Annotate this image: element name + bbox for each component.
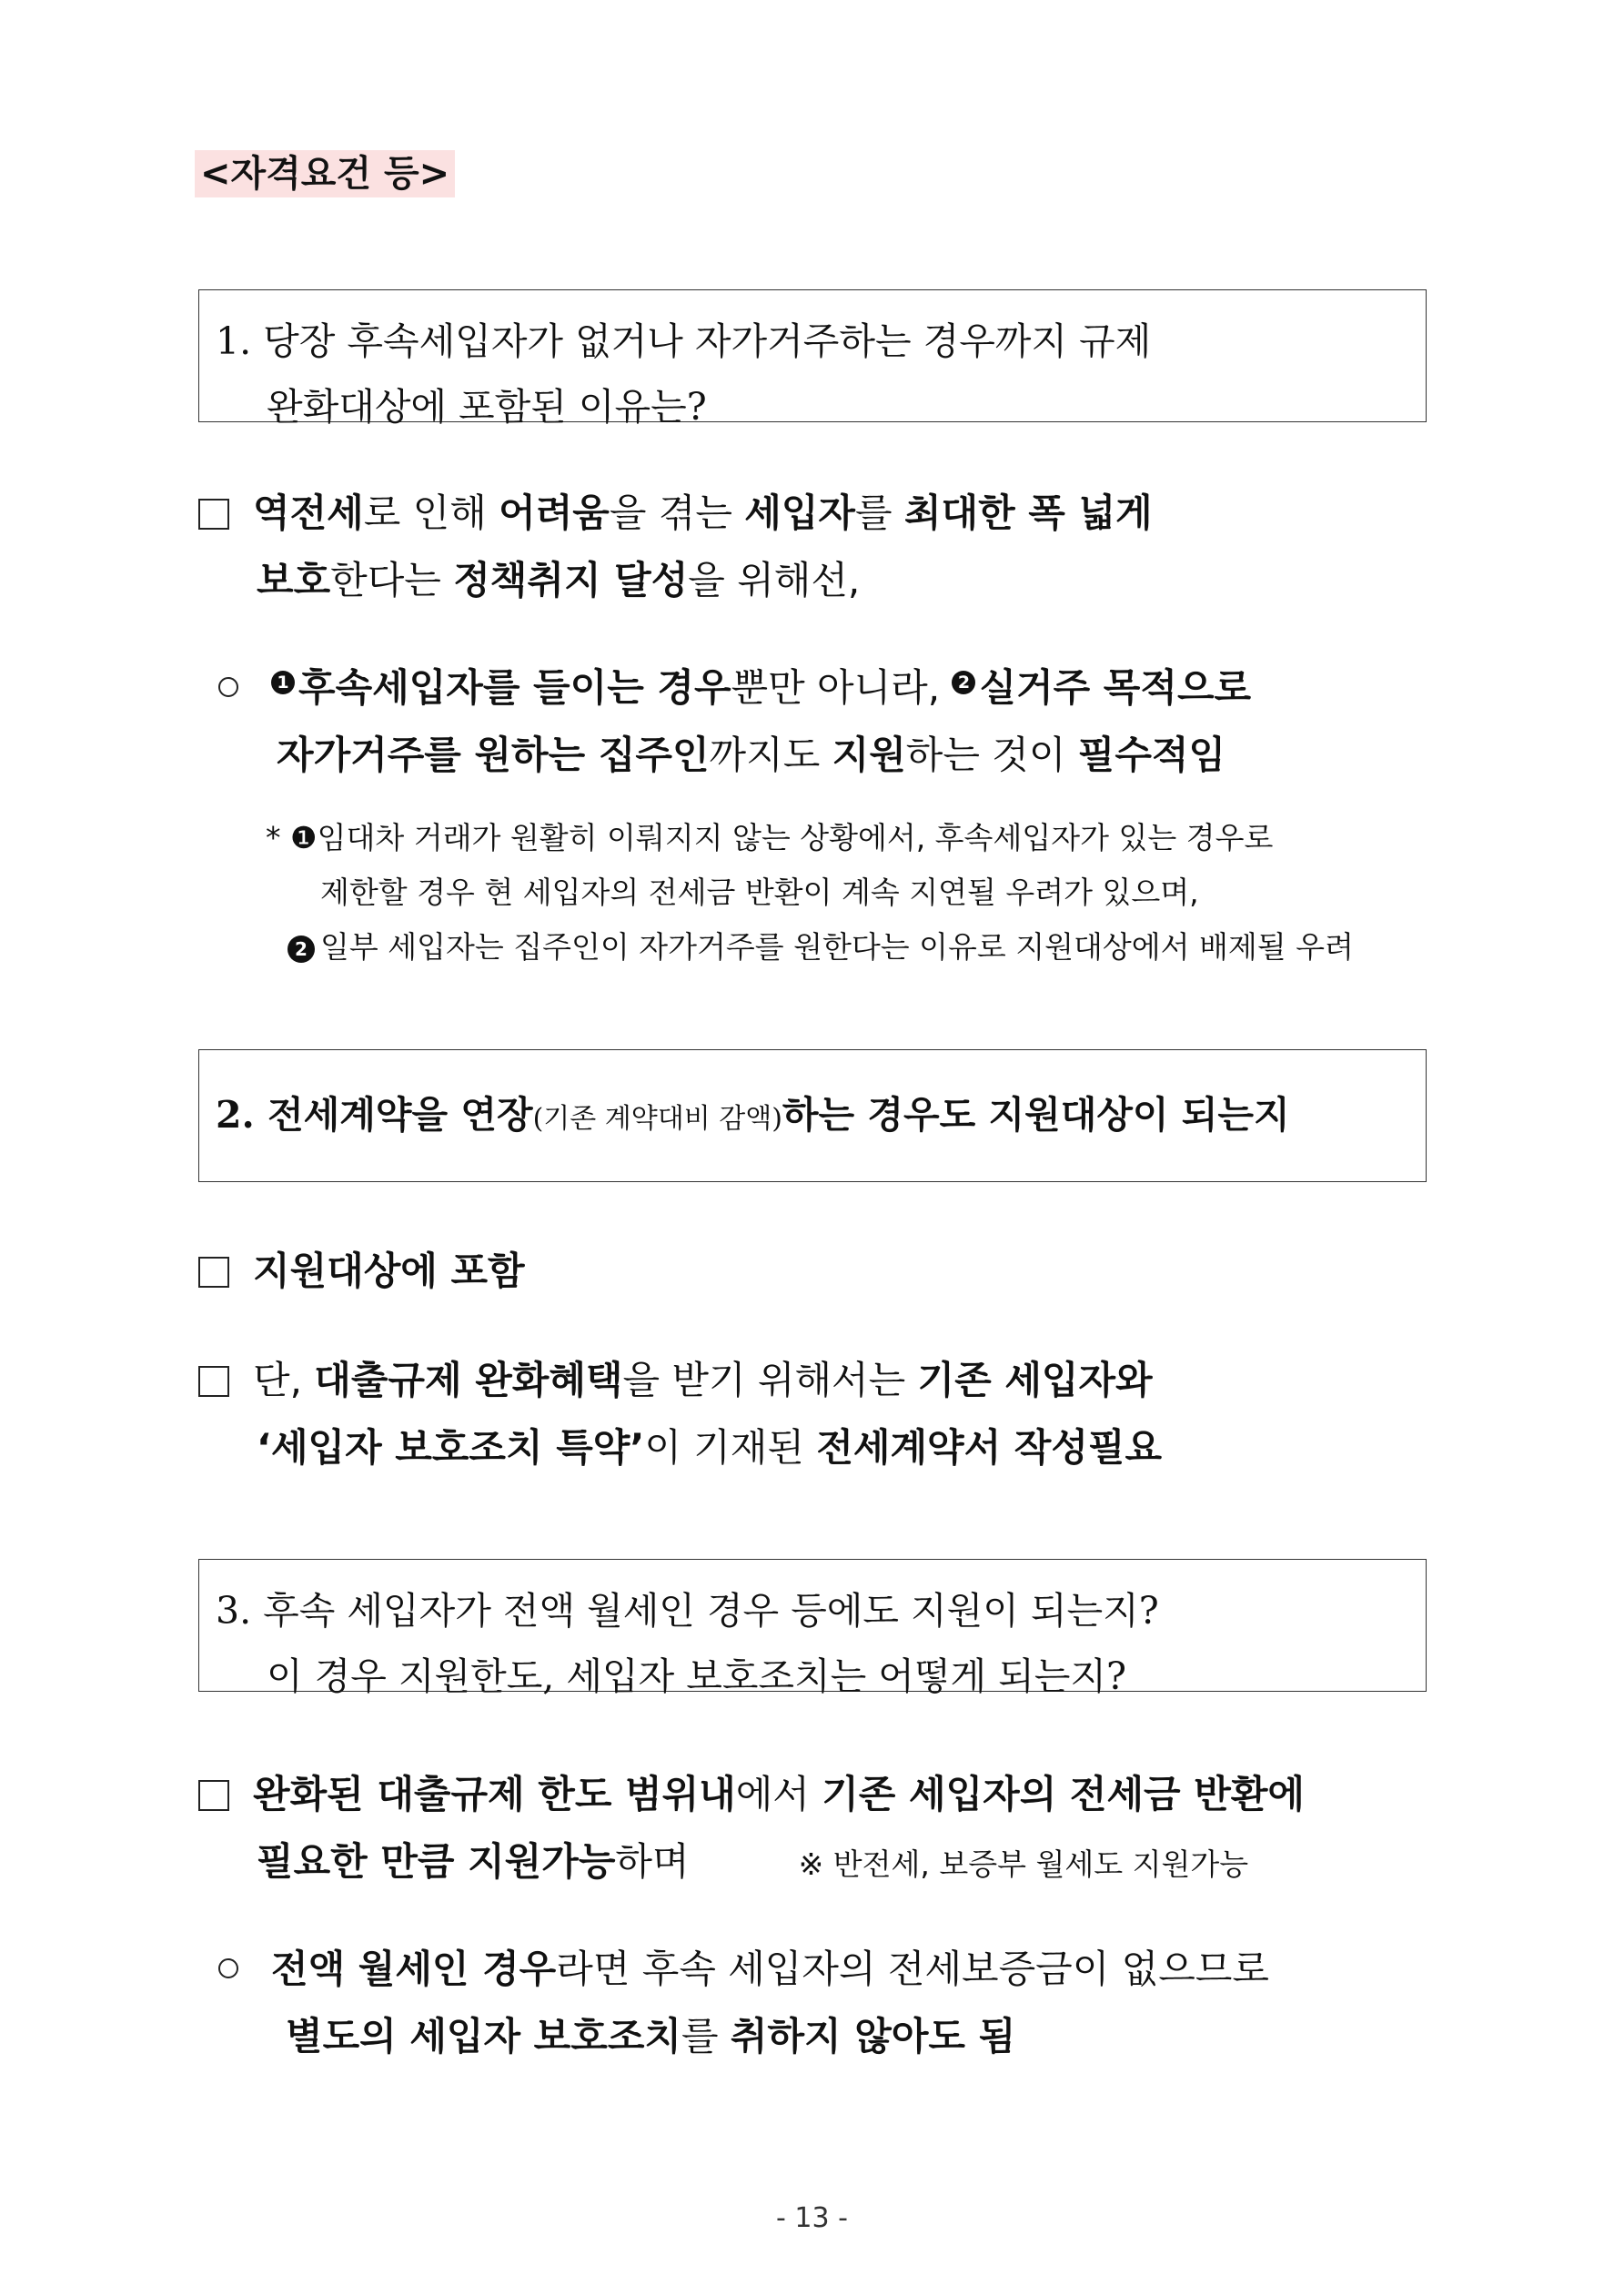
answer-2-paragraph-2: 단, 대출규제 완화혜택을 받기 위해서는 기존 세입자와 ‘세입자 보호조치 특약’이 기재된 전세계약서 작성필요	[198, 1347, 1162, 1482]
footnote-line-1: * ❶임대차 거래가 원활히 이뤄지지 않는 상황에서, 후속세입자가 있는 경우로	[266, 820, 1274, 855]
circle-bullet-icon	[218, 1958, 238, 1978]
checkbox-square-icon	[198, 1780, 229, 1811]
checkbox-square-icon	[198, 499, 229, 530]
question-box-2: 2. 전세계약을 연장(기존 계약대비 감액)하는 경우도 지원대상이 되는지	[198, 1049, 1427, 1182]
number-badge-icon: 2	[952, 671, 975, 694]
question-box-3	[198, 1559, 1427, 1698]
answer-1-paragraph-1: 역전세로 인해 어려움을 겪는 세입자를 최대한 폭 넓게 보호한다는 정책취지 달성을 위해선,	[198, 480, 1153, 614]
question-3-line2: 이 경우 지원한도, 세입자 보호조치는 어떻게 되는지?	[267, 1654, 1126, 1698]
checkbox-square-icon	[198, 1366, 229, 1397]
question-3-line1: 3. 후속 세입자가 전액 월세인 경우 등에도 지원이 되는지?	[216, 1589, 1159, 1633]
answer-1-paragraph-2: 1 후속세입자를 들이는 경우뿐만 아니라, 2 실거주 목적으로 자가거주를 원하는 집주인까지도 지원하는 것이 필수적임	[218, 654, 1251, 789]
question-1-line1: 1. 당장 후속세입자가 없거나 자가거주하는 경우까지 규제	[216, 319, 1152, 363]
answer-3-paragraph-1: 완화된 대출규제 한도 범위내에서 기존 세입자의 전세금 반환에 필요한 만큼 지원가능하며 ※ 반전세, 보증부 월세도 지원가능	[198, 1761, 1305, 1898]
answer-3-paragraph-2: 전액 월세인 경우라면 후속 세입자의 전세보증금이 없으므로 별도의 세입자 보호조치를 취하지 않아도 됨	[218, 1936, 1269, 2070]
question-1-line2: 완화대상에 포함된 이유는?	[267, 385, 707, 429]
footnote-line-3: 2 일부 세입자는 집주인이 자가거주를 원한다는 이유로 지원대상에서 배제될 우려	[287, 919, 1354, 976]
footnote-line-2: 제한할 경우 현 세입자의 전세금 반환이 계속 지연될 우려가 있으며,	[320, 875, 1199, 910]
answer-2-paragraph-1: 지원대상에 포함	[198, 1238, 525, 1305]
page-number: - 13 -	[776, 2202, 848, 2234]
circle-bullet-icon	[218, 677, 238, 697]
section-title: <자격요건 등>	[195, 150, 455, 197]
question-box-1	[198, 289, 1427, 429]
remark-note: ※ 반전세, 보증부 월세도 지원가능	[798, 1846, 1249, 1882]
number-badge-icon: 1	[271, 671, 295, 694]
checkbox-square-icon	[198, 1257, 229, 1288]
number-badge-icon: 2	[287, 936, 315, 963]
